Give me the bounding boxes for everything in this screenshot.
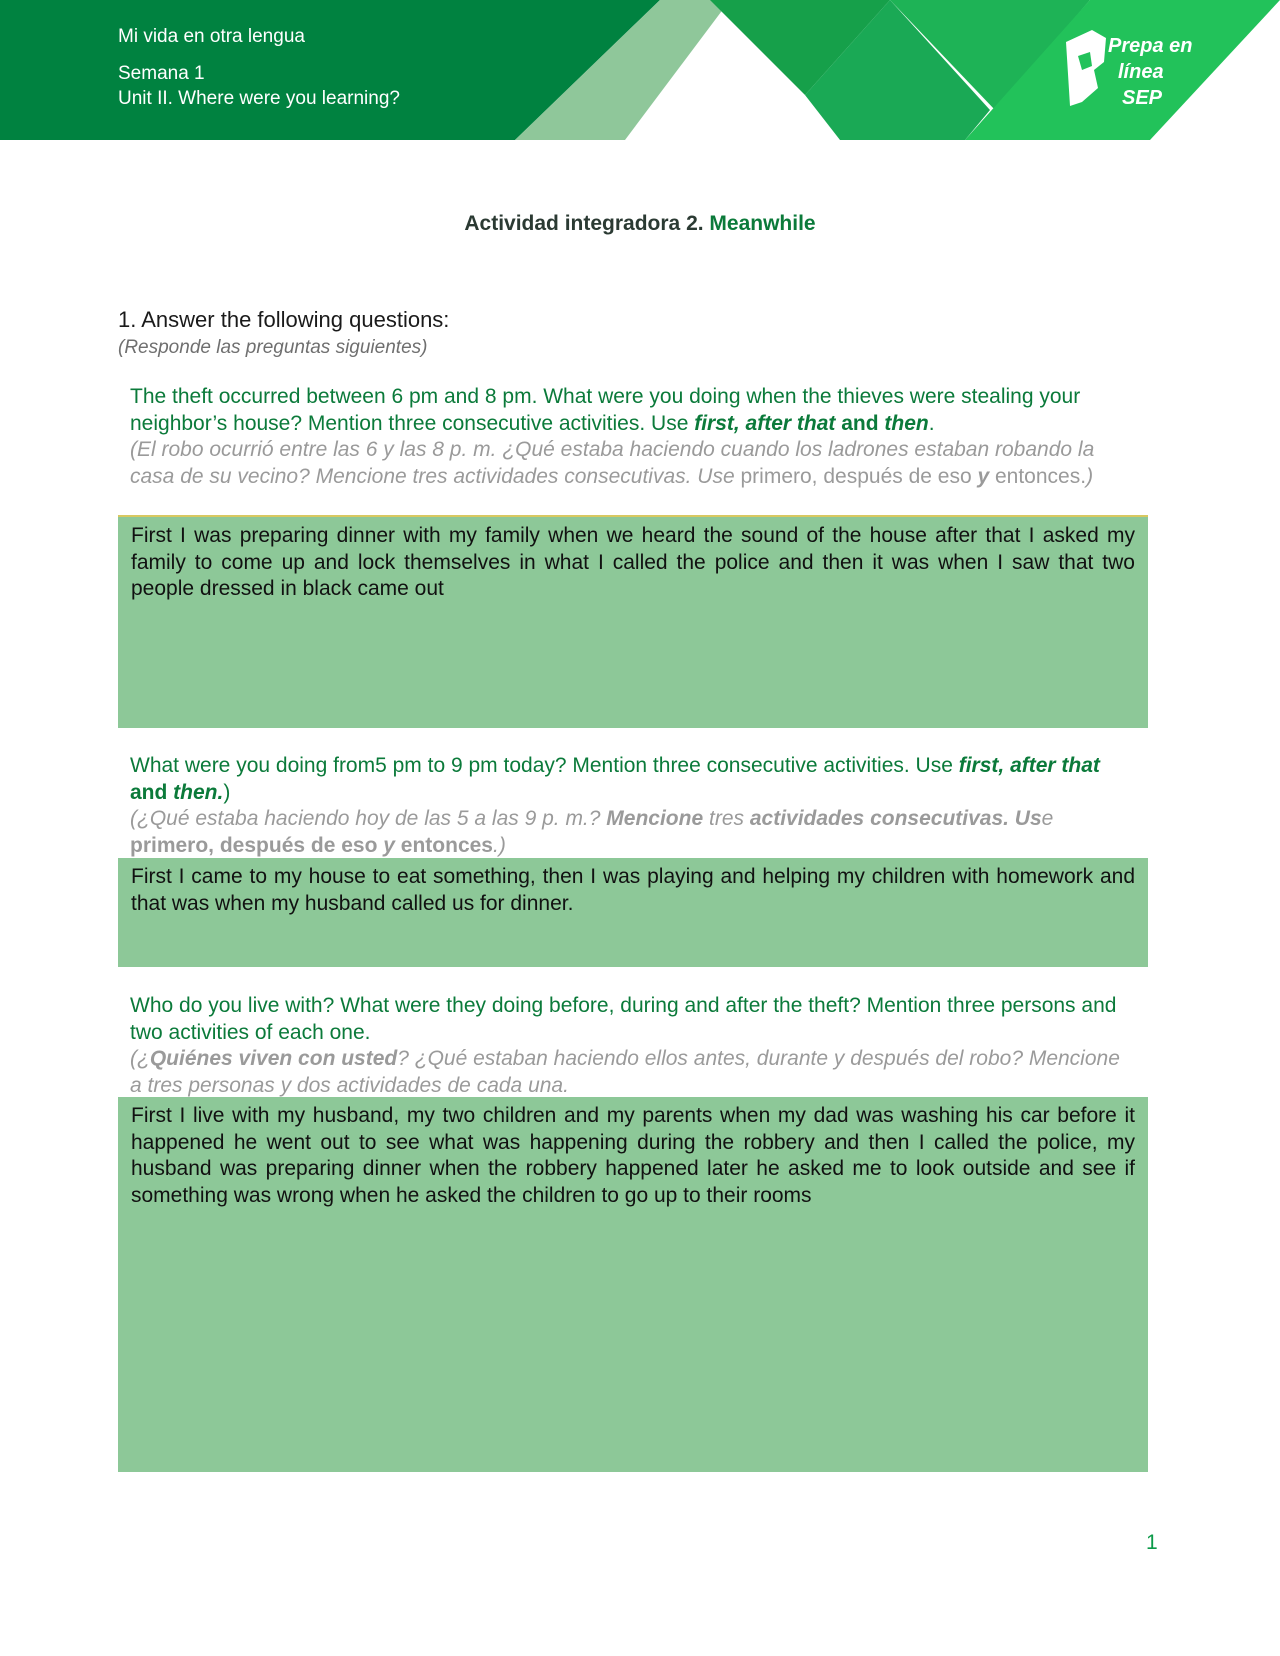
header-banner — [0, 0, 1280, 140]
page-title — [0, 212, 1280, 236]
question-2-end: ) — [223, 780, 231, 804]
question-2-es-mencione: Mencione — [606, 807, 704, 830]
question-2-text: What were you doing from5 pm to 9 pm today? Mention three consecutive activities. Use — [130, 754, 959, 777]
answer-box-1[interactable]: First I was preparing dinner with my family when we heard the sound of the house after that I asked my family to come up and lock themselves in what I called the police and then it was when I saw that two people dressed in black came out — [118, 515, 1148, 728]
question-2-es-primero: primero, después de eso — [130, 833, 384, 857]
question-1-es-primero: primero, después de eso — [740, 464, 978, 488]
page-number: 1 — [1146, 1531, 1158, 1554]
logo-text-1: Prepa en — [1108, 35, 1193, 57]
question-1-english — [130, 384, 1130, 437]
question-2-es-actividades: actividades consecutivas. Us — [749, 807, 1042, 830]
question-3 — [130, 993, 1130, 1099]
question-1-keyword-then: then — [884, 411, 929, 435]
unit-label: Unit II. Where were you learning? — [118, 88, 400, 109]
question-3-es-bold: Quiénes viven con usted — [149, 1047, 398, 1070]
question-1-keyword-first: first, after that — [694, 411, 836, 435]
question-2-spanish — [130, 806, 1130, 859]
prepa-en-linea-sep-logo — [1058, 22, 1193, 117]
course-name: Mi vida en otra lengua — [118, 26, 305, 47]
question-2-es-tres: tres — [703, 807, 750, 830]
question-1-text: The theft occurred between 6 pm and 8 pm. What were you doing when the thieves were stealing your neighbor’s house? Mention three consecutive activities. Use — [130, 385, 1081, 435]
question-2-es-e: e — [1041, 807, 1054, 830]
logo-text-2: línea — [1118, 61, 1164, 83]
question-1-es-close: ) — [1086, 464, 1094, 488]
question-1-end: . — [928, 411, 935, 435]
question-1-es-text: (El robo ocurrió entre las 6 y las 8 p. m. ¿Qué estaba haciendo cuando los ladrones estaban robando la casa de su vecino? Mencione tres actividades consecutivas. Use — [130, 438, 1095, 488]
question-1 — [130, 384, 1130, 490]
question-2-es-y: y — [383, 833, 395, 857]
question-1-es-y: y — [977, 464, 990, 488]
answer-box-3[interactable]: First I live with my husband, my two children and my parents when my dad was washing his car before it happened he went out to see what was happening during the robbery and then I called the police, my husband was preparing dinner when the robbery happened later he asked me to look outside and see if something was wrong when he asked the children to go up to their rooms — [118, 1097, 1148, 1472]
section-heading: 1. Answer the following questions: — [118, 307, 450, 332]
logo-icon — [1058, 22, 1193, 117]
question-3-english: Who do you live with? What were they doing before, during and after the theft? Mention three persons and two activities of each one. — [130, 994, 1117, 1044]
question-1-es-entonces: entonces. — [989, 464, 1087, 488]
question-2-keyword-then: then. — [173, 780, 224, 804]
question-2-es-entonces: entonces — [394, 833, 493, 857]
title-accent: Meanwhile — [709, 212, 816, 235]
question-2-english — [130, 753, 1130, 806]
question-3-spanish — [130, 1046, 1130, 1099]
logo-text-3: SEP — [1122, 87, 1163, 109]
question-1-spanish — [130, 437, 1130, 490]
question-2-es-open: (¿Qué estaba haciendo hoy de las 5 a las 9 p. m.? — [130, 807, 607, 830]
title-prefix: Actividad integradora 2. — [464, 212, 710, 235]
question-2-keyword-first: first, after that — [958, 754, 1100, 777]
answer-box-2[interactable]: First I came to my house to eat something, then I was playing and helping my children with homework and that was when my husband called us for dinner. — [118, 858, 1148, 967]
week-label: Semana 1 — [118, 63, 205, 84]
question-3-es-rest: ? ¿Qué estaban haciendo ellos antes, durante y después del robo? Mencione a tres personas y dos actividades de cada una. — [130, 1047, 1120, 1097]
question-2-and: and — [130, 780, 174, 804]
section-subheading: (Responde las preguntas siguientes) — [118, 337, 428, 358]
question-2-es-close: .) — [492, 833, 506, 857]
question-2 — [130, 753, 1130, 859]
question-3-es-open: (¿ — [130, 1047, 150, 1070]
question-1-and: and — [835, 411, 885, 435]
